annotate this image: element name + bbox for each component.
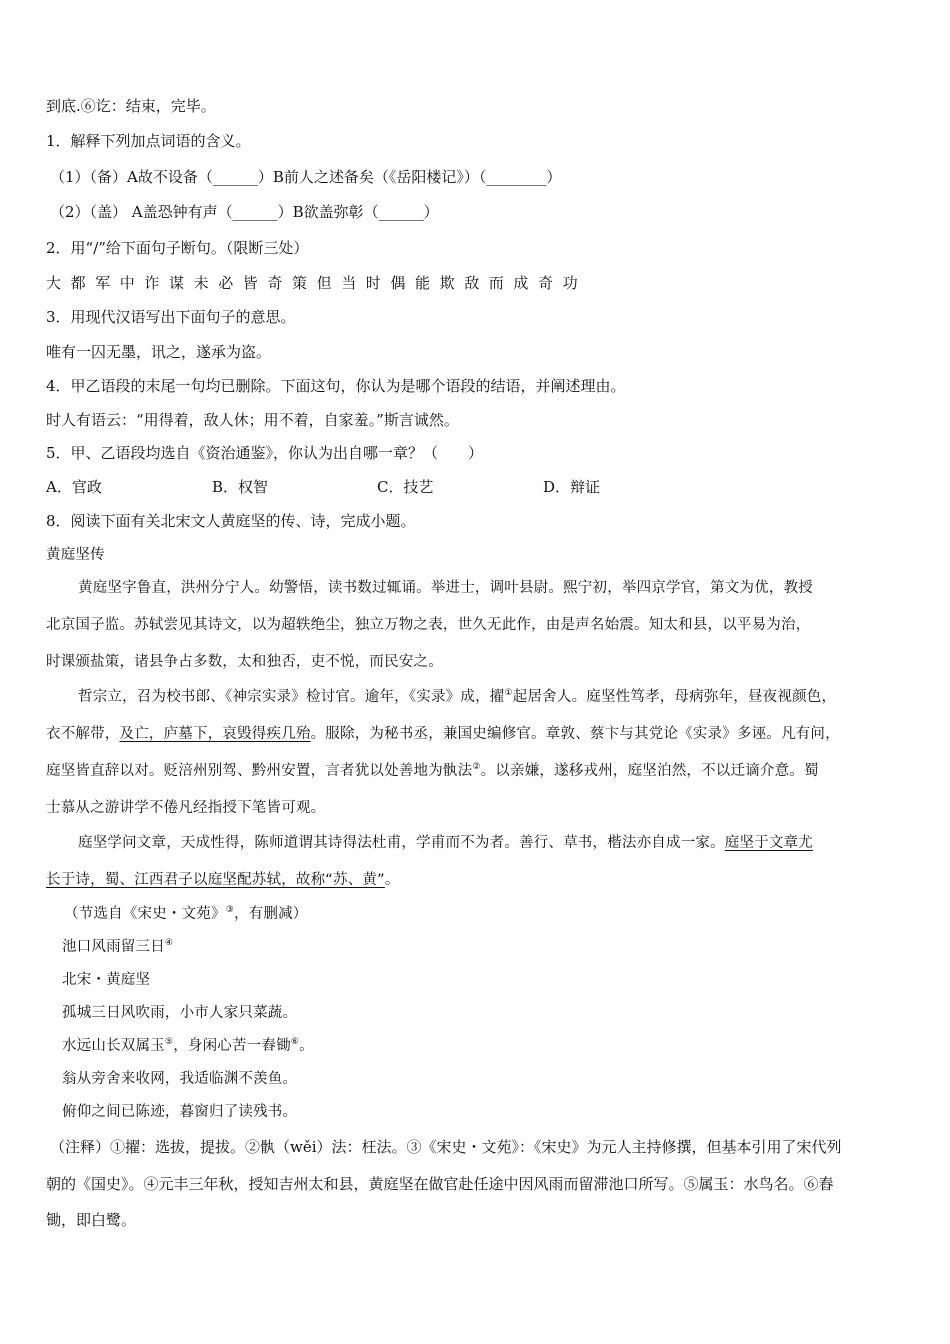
bio-p2-line-1: 哲宗立，召为校书郎、《神宗实录》检讨官。逾年，《实录》成，擢①起居舍人。庭坚性笃孝，母病弥年，昼夜视颜色，	[78, 688, 837, 705]
notes-line-3: 锄，即白鹭。	[46, 1211, 137, 1229]
underlined-phrase-1: 及亡，庐墓下，哀毁得疾几殆	[119, 726, 311, 742]
q8-stem: 8．阅读下面有关北宋文人黄庭坚的传、诗，完成小题。	[46, 512, 416, 530]
bio-p1-line-2: 北京国子监。苏轼尝见其诗文，以为超轶绝尘，独立万物之表，世久无此作，由是声名始震。知太和县，以平易为治，	[46, 617, 811, 633]
note-mark-4: ④	[164, 938, 174, 949]
option-a[interactable]: A．官政	[46, 478, 102, 496]
q2-sentence: 大都军中诈谋未必皆奇策但当时偶能欺敌而成奇功	[46, 274, 588, 292]
poem-author: 北宋・黄庭坚	[62, 972, 151, 988]
q3-stem: 3．用现代汉语写出下面句子的意思。	[46, 308, 296, 326]
notes-line-2: 朝的《国史》。④元丰三年秋，授知吉州太和县，黄庭坚在做官赴任途中因风雨而留滞池口所写。⑤属玉：水鸟名。⑥舂	[46, 1175, 834, 1193]
poem-line-3: 翁从旁舍来收网，我适临渊不羡鱼。	[62, 1071, 298, 1087]
q1-stem: 1．解释下列加点词语的含义。	[46, 132, 251, 150]
q1-item-1: （1）（备）A故不设备（______）B前人之述备矣（《岳阳楼记》）（________）	[50, 168, 562, 186]
poem-line-2: 水远山长双属玉⑤，身闲心苦一舂锄⑥。	[62, 1037, 314, 1054]
bio-p3-line-2: 长于诗，蜀、江西君子以庭坚配苏轼，故称“苏、黄”。	[46, 872, 400, 888]
biography-title: 黄庭坚传	[46, 547, 105, 563]
q3-sentence: 唯有一囚无墨，讯之，遂承为盗。	[46, 343, 272, 361]
top-line: 到底.⑥讫：结束，完毕。	[46, 97, 216, 115]
underlined-phrase-2a: 庭坚于文章尤	[724, 835, 813, 851]
underlined-phrase-2b: 长于诗，蜀、江西君子以庭坚配苏轼，故称“苏、黄”	[46, 872, 385, 888]
q1-item-2: （2）（盖） A盖恐钟有声（______）B欲盖弥彰（______）	[50, 203, 439, 221]
poem-line-1: 孤城三日风吹雨，小市人家只菜蔬。	[62, 1005, 298, 1021]
poem-line-4: 俯仰之间已陈迹，暮窗归了读残书。	[62, 1104, 298, 1120]
q5-stem: 5．甲、乙语段均选自《资治通鉴》，你认为出自哪一章？（ ）	[46, 444, 484, 462]
note-mark-2: ②	[472, 762, 481, 773]
notes-line-1: （注释）①擢：选拔，提拔。②骫（wěi）法：枉法。③《宋史・文苑》：《宋史》为元人主持修撰，但基本引用了宋代列	[50, 1138, 842, 1156]
bio-p1-line-1: 黄庭坚字鲁直，洪州分宁人。幼警悟，读书数过辄诵。举进士，调叶县尉。熙宁初，举四京学官，第文为优，教授	[78, 580, 813, 596]
option-b[interactable]: B．权智	[212, 478, 269, 496]
bio-p2-line-4: 士慕从之游讲学不倦凡经指授下笔皆可观。	[46, 800, 326, 816]
biography-source: （节选自《宋史・文苑》③，有删减）	[64, 905, 308, 922]
note-mark-1: ①	[504, 688, 513, 699]
option-c[interactable]: C．技艺	[377, 478, 434, 496]
q4-stem: 4．甲乙语段的末尾一句均已删除。下面这句，你认为是哪个语段的结语，并阐述理由。	[46, 377, 626, 395]
q2-stem: 2．用“/”给下面句子断句。（限断三处）	[46, 239, 309, 257]
bio-p2-line-3: 庭坚皆直辞以对。贬涪州别驾、黔州安置，言者犹以处善地为骫法②。以亲嫌，遂移戎州，庭坚泊然，不以迁谪介意。蜀	[46, 762, 819, 779]
note-mark-6: ⑥	[290, 1037, 300, 1048]
bio-p2-line-2: 衣不解带，及亡，庐墓下，哀毁得疾几殆。服除，为秘书丞，兼国史编修官。章敦、蔡卞与其党论《实录》多诬。凡有问，	[46, 726, 840, 742]
note-mark-3: ③	[225, 905, 234, 916]
bio-p3-line-1: 庭坚学问文章，天成性得，陈师道谓其诗得法杜甫，学甫而不为者。善行、草书，楷法亦自成一家。庭坚于文章尤	[78, 835, 813, 851]
note-mark-5: ⑤	[164, 1037, 174, 1048]
poem-title: 池口风雨留三日④	[62, 938, 174, 955]
option-d[interactable]: D．辩证	[543, 478, 601, 496]
q4-sentence: 时人有语云：“用得着，敌人休；用不着，自家羞。”斯言诚然。	[46, 411, 459, 429]
bio-p1-line-3: 时课颁盐策，诸县争占多数，太和独否，吏不悦，而民安之。	[46, 654, 443, 670]
